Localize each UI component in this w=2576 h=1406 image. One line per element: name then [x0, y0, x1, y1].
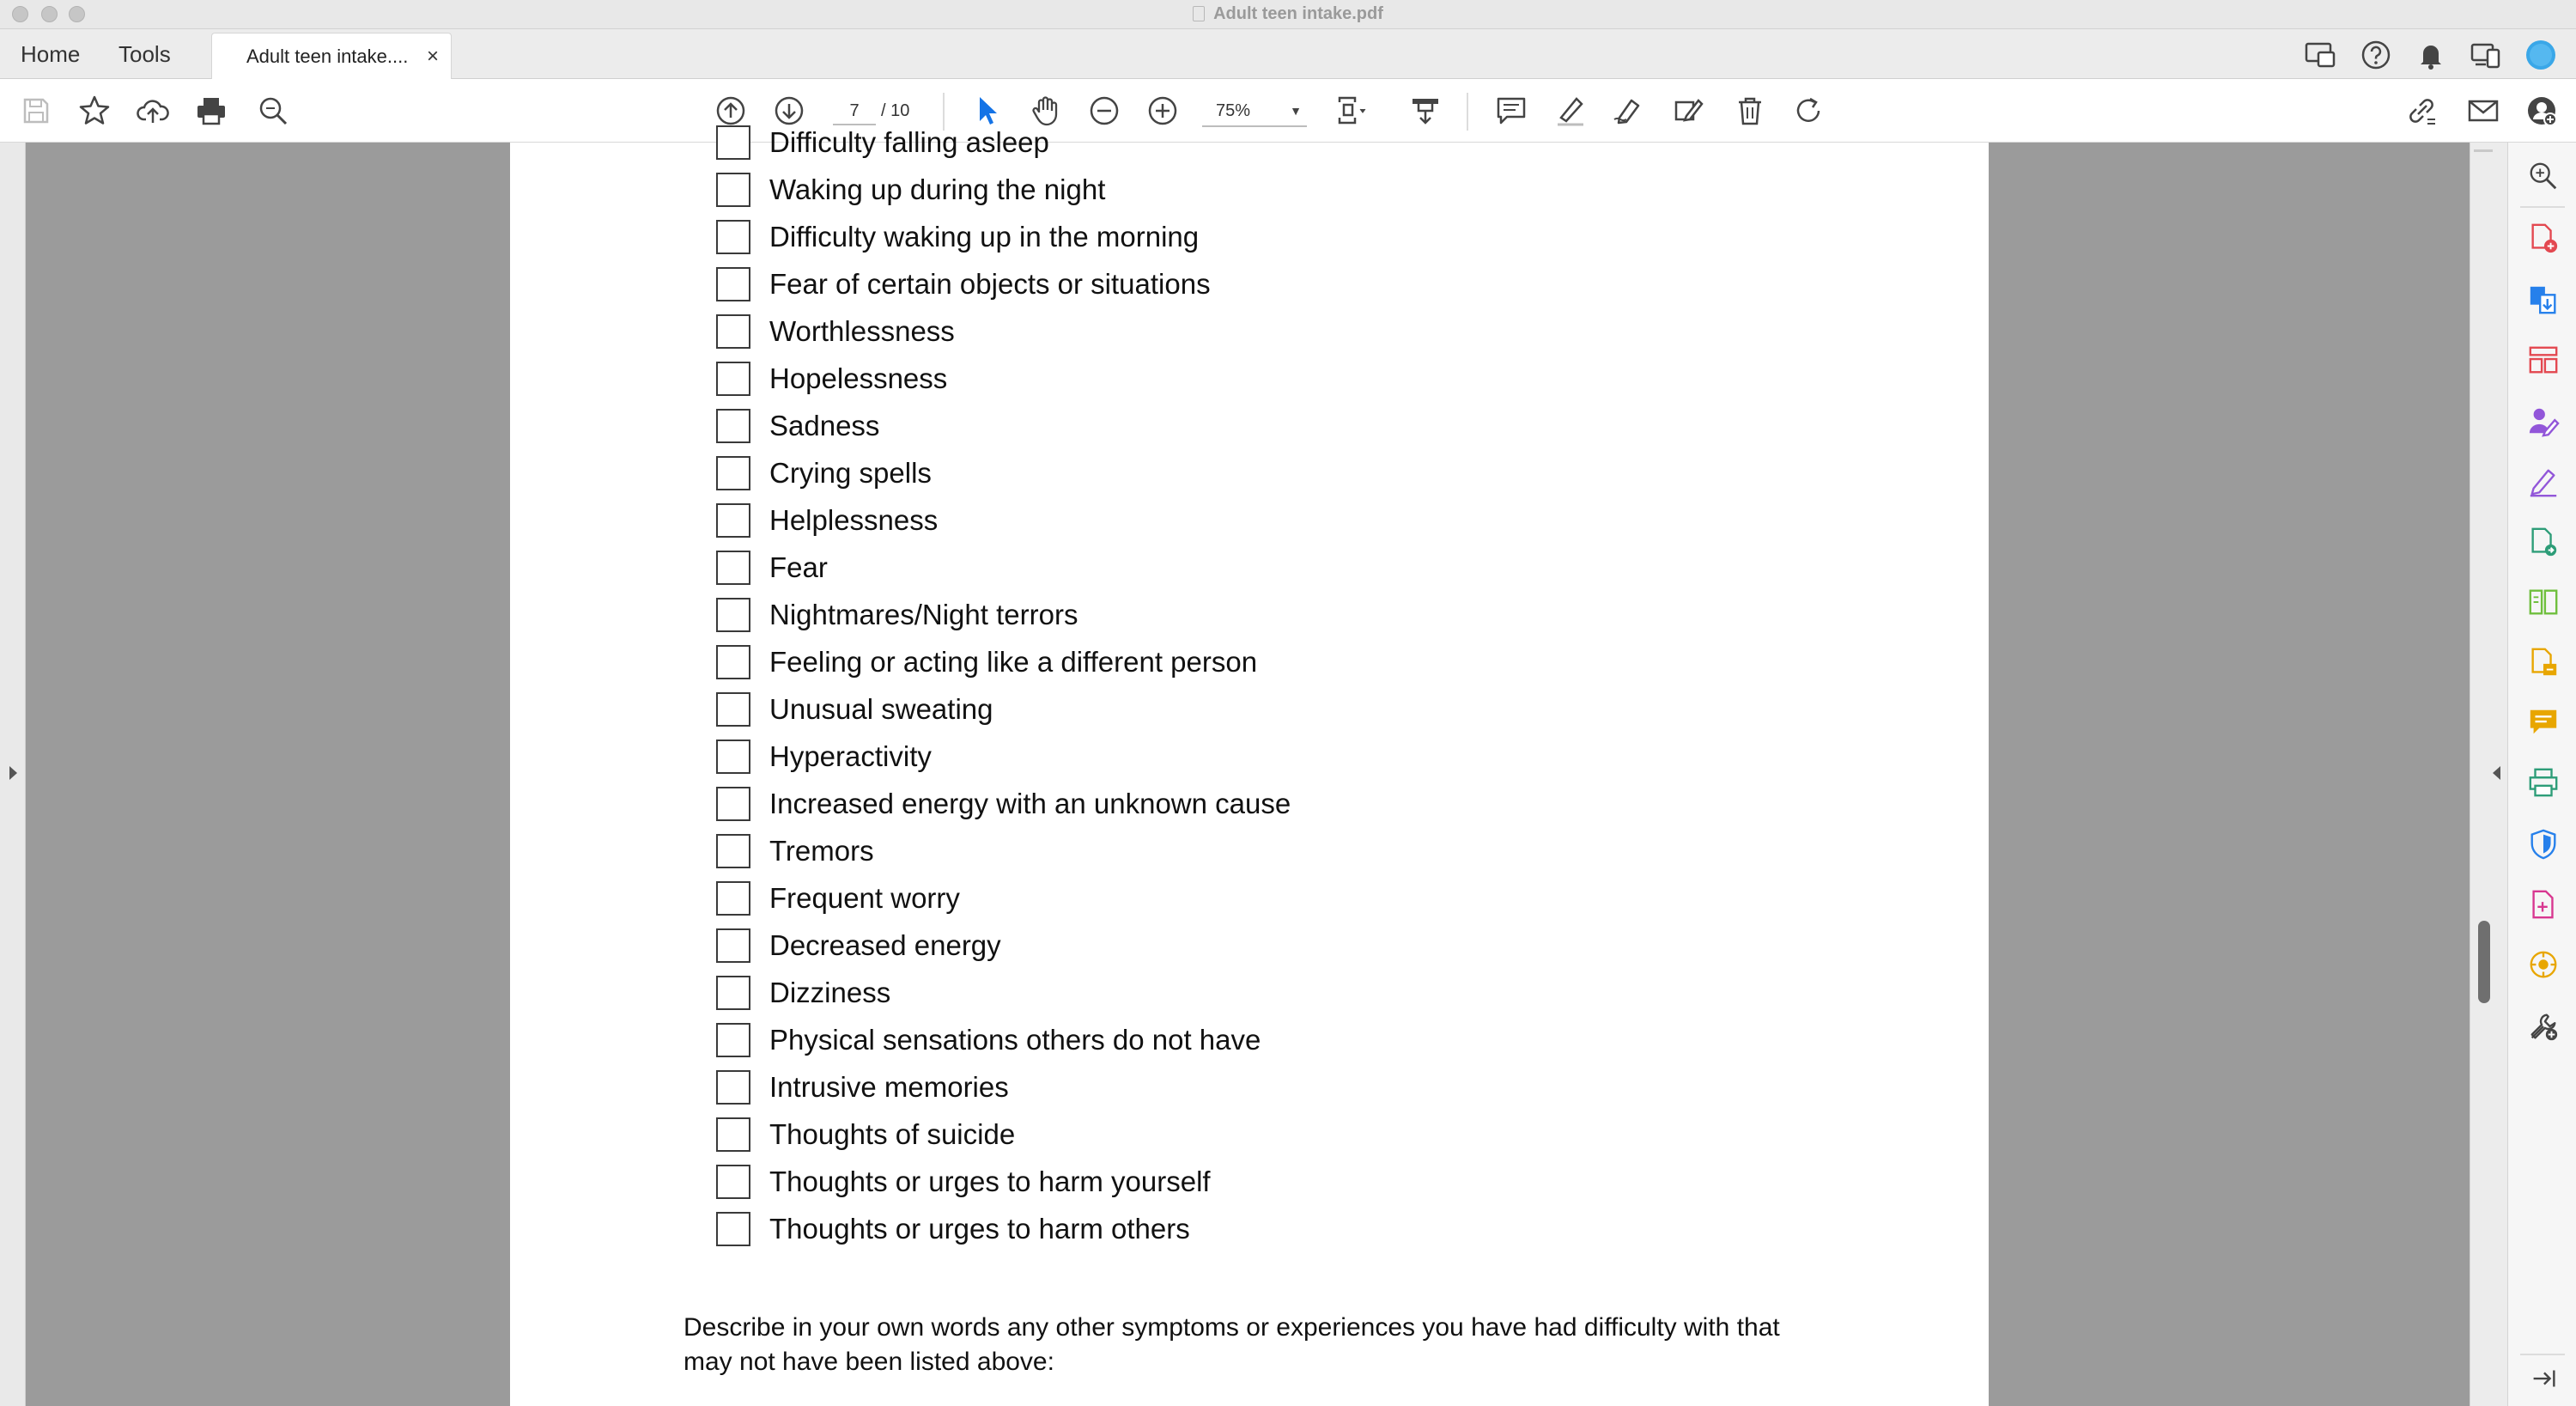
rotate-icon[interactable] — [1791, 94, 1826, 128]
comment-tool-icon[interactable] — [2527, 706, 2560, 739]
symptom-checkbox[interactable] — [716, 1070, 750, 1105]
symptom-label: Tremors — [769, 835, 874, 867]
symptom-label: Intrusive memories — [769, 1071, 1009, 1103]
send-for-review-icon[interactable] — [2527, 526, 2560, 558]
window-title-text: Adult teen intake.pdf — [1213, 4, 1383, 23]
page-number-input[interactable]: 7 — [833, 96, 876, 125]
symptom-label: Increased energy with an unknown cause — [769, 788, 1291, 819]
symptom-label: Thoughts or urges to harm others — [769, 1213, 1190, 1245]
protect-shield-icon[interactable] — [2527, 828, 2560, 861]
request-signatures-icon[interactable] — [2527, 405, 2560, 438]
symptom-checkbox[interactable] — [716, 362, 750, 396]
next-page-icon[interactable] — [772, 94, 806, 128]
symptom-checkbox[interactable] — [716, 551, 750, 585]
symptom-label: Difficulty waking up in the morning — [769, 221, 1200, 253]
comment-icon[interactable] — [1494, 94, 1528, 128]
chevron-down-icon: ▼ — [1290, 104, 1302, 118]
symptom-label: Nightmares/Night terrors — [769, 599, 1078, 630]
print-icon[interactable] — [194, 94, 228, 128]
highlight-icon[interactable] — [1552, 94, 1587, 128]
scrollbar-top-marker — [2474, 149, 2493, 152]
symptom-label: Unusual sweating — [769, 693, 993, 725]
symptom-label: Frequent worry — [769, 882, 960, 914]
home-tab[interactable]: Home — [21, 41, 81, 67]
describe-prompt: Describe in your own words any other symptoms or experiences you have had difficulty with that may not have been listed above: — [683, 1313, 1780, 1376]
document-tab-label: Adult teen intake.... — [246, 46, 409, 67]
tools-tab[interactable]: Tools — [118, 41, 171, 67]
symptom-checkbox[interactable] — [716, 220, 750, 254]
select-cursor-icon[interactable] — [970, 94, 1005, 128]
vertical-scrollbar[interactable] — [2470, 143, 2507, 1406]
symptom-checkbox[interactable] — [716, 1212, 750, 1246]
bookmark-star-icon[interactable] — [77, 94, 112, 128]
page-fit-icon[interactable] — [1334, 94, 1369, 128]
delete-trash-icon[interactable] — [1733, 94, 1767, 128]
scroll-mode-icon[interactable] — [1408, 94, 1443, 128]
zoom-in-icon[interactable] — [1145, 94, 1180, 128]
symptom-checkbox[interactable] — [716, 881, 750, 916]
document-tab[interactable] — [211, 33, 452, 79]
symptom-checkbox[interactable] — [716, 598, 750, 632]
search-icon[interactable] — [256, 94, 290, 128]
share-link-icon[interactable] — [2404, 94, 2439, 128]
symptom-label: Dizziness — [769, 977, 891, 1008]
symptom-checkbox[interactable] — [716, 314, 750, 349]
hand-tool-icon[interactable] — [1029, 94, 1063, 128]
symptom-label: Helplessness — [769, 504, 939, 536]
zoom-level-select[interactable] — [1202, 94, 1307, 127]
expand-arrow-icon — [9, 766, 17, 780]
previous-page-icon[interactable] — [714, 94, 748, 128]
collapse-pane-icon[interactable] — [2527, 1362, 2560, 1395]
main-toolbar — [0, 79, 2576, 143]
enhance-scan-icon[interactable] — [2527, 160, 2560, 192]
symptom-checkbox[interactable] — [716, 692, 750, 727]
edit-pdf-icon[interactable] — [1671, 94, 1705, 128]
toolbar-divider — [1467, 93, 1468, 131]
upload-cloud-icon[interactable] — [136, 94, 170, 128]
symptom-checkbox[interactable] — [716, 740, 750, 774]
symptom-checkbox[interactable] — [716, 503, 750, 538]
symptom-label: Thoughts of suicide — [769, 1118, 1016, 1150]
compare-files-icon[interactable] — [2527, 586, 2560, 618]
tab-bar — [0, 29, 2576, 79]
print-production-icon[interactable] — [2527, 766, 2560, 799]
symptom-label: Sadness — [769, 410, 880, 441]
pane-divider — [2520, 1354, 2565, 1355]
save-icon[interactable] — [19, 94, 53, 128]
tools-pane — [2507, 143, 2576, 1406]
symptom-label: Hopelessness — [769, 362, 948, 394]
symptom-label: Fear — [769, 551, 828, 583]
pane-divider — [2520, 206, 2565, 208]
symptom-checkbox[interactable] — [716, 976, 750, 1010]
symptom-checkbox[interactable] — [716, 1023, 750, 1057]
symptom-checkbox[interactable] — [716, 928, 750, 963]
symptom-label: Feeling or acting like a different person — [769, 646, 1258, 678]
user-avatar[interactable] — [2524, 38, 2558, 72]
symptom-checkbox[interactable] — [716, 125, 750, 160]
scrollbar-thumb[interactable] — [2478, 921, 2490, 1003]
symptom-checkbox[interactable] — [716, 456, 750, 490]
collapse-arrow-icon[interactable] — [2493, 766, 2500, 780]
left-panel-toggle[interactable] — [0, 143, 26, 1406]
fill-sign-icon[interactable] — [2527, 466, 2560, 498]
create-pdf-icon[interactable] — [2527, 222, 2560, 254]
symptom-label: Crying spells — [769, 457, 932, 489]
window-title — [0, 0, 2576, 27]
symptom-label: Physical sensations others do not have — [769, 1024, 1261, 1056]
symptom-label: Thoughts or urges to harm yourself — [769, 1166, 1211, 1197]
prepare-form-icon[interactable] — [2527, 646, 2560, 679]
window-titlebar — [0, 0, 2576, 29]
symptom-checkbox[interactable] — [716, 645, 750, 679]
help-icon[interactable] — [2359, 38, 2393, 72]
add-pdf-page-icon[interactable] — [2527, 888, 2560, 921]
symptom-checkbox[interactable] — [716, 834, 750, 868]
symptom-label: Difficulty falling asleep — [769, 126, 1049, 158]
export-pdf-icon[interactable] — [2527, 283, 2560, 316]
symptom-checkbox[interactable] — [716, 787, 750, 821]
email-icon[interactable] — [2466, 94, 2500, 128]
symptom-label: Decreased energy — [769, 929, 1001, 961]
notifications-bell-icon[interactable] — [2414, 38, 2448, 72]
document-icon — [1193, 6, 1205, 21]
pdf-page — [510, 126, 1989, 1406]
devices-icon[interactable] — [2469, 38, 2503, 72]
organize-pages-icon[interactable] — [2527, 344, 2560, 376]
symptom-label: Waking up during the night — [769, 173, 1106, 205]
symptom-checkbox[interactable] — [716, 1117, 750, 1152]
symptom-label: Fear of certain objects or situations — [769, 268, 1211, 300]
page-total: / 10 — [881, 101, 910, 120]
symptom-checkbox[interactable] — [716, 267, 750, 301]
optimize-pdf-icon[interactable] — [2527, 948, 2560, 981]
more-tools-icon[interactable] — [2527, 1010, 2560, 1043]
symptom-checkbox[interactable] — [716, 1165, 750, 1199]
zoom-level-value: 75% — [1216, 101, 1251, 120]
close-tab-icon[interactable]: × — [426, 45, 439, 68]
symptom-label: Worthlessness — [769, 315, 955, 347]
symptom-label: Hyperactivity — [769, 740, 932, 772]
add-person-icon[interactable] — [2524, 94, 2559, 128]
zoom-out-icon[interactable] — [1087, 94, 1121, 128]
draw-pen-icon[interactable] — [1611, 94, 1645, 128]
share-screen-icon[interactable] — [2303, 38, 2337, 72]
symptom-checkbox[interactable] — [716, 409, 750, 443]
symptom-checkbox[interactable] — [716, 173, 750, 207]
